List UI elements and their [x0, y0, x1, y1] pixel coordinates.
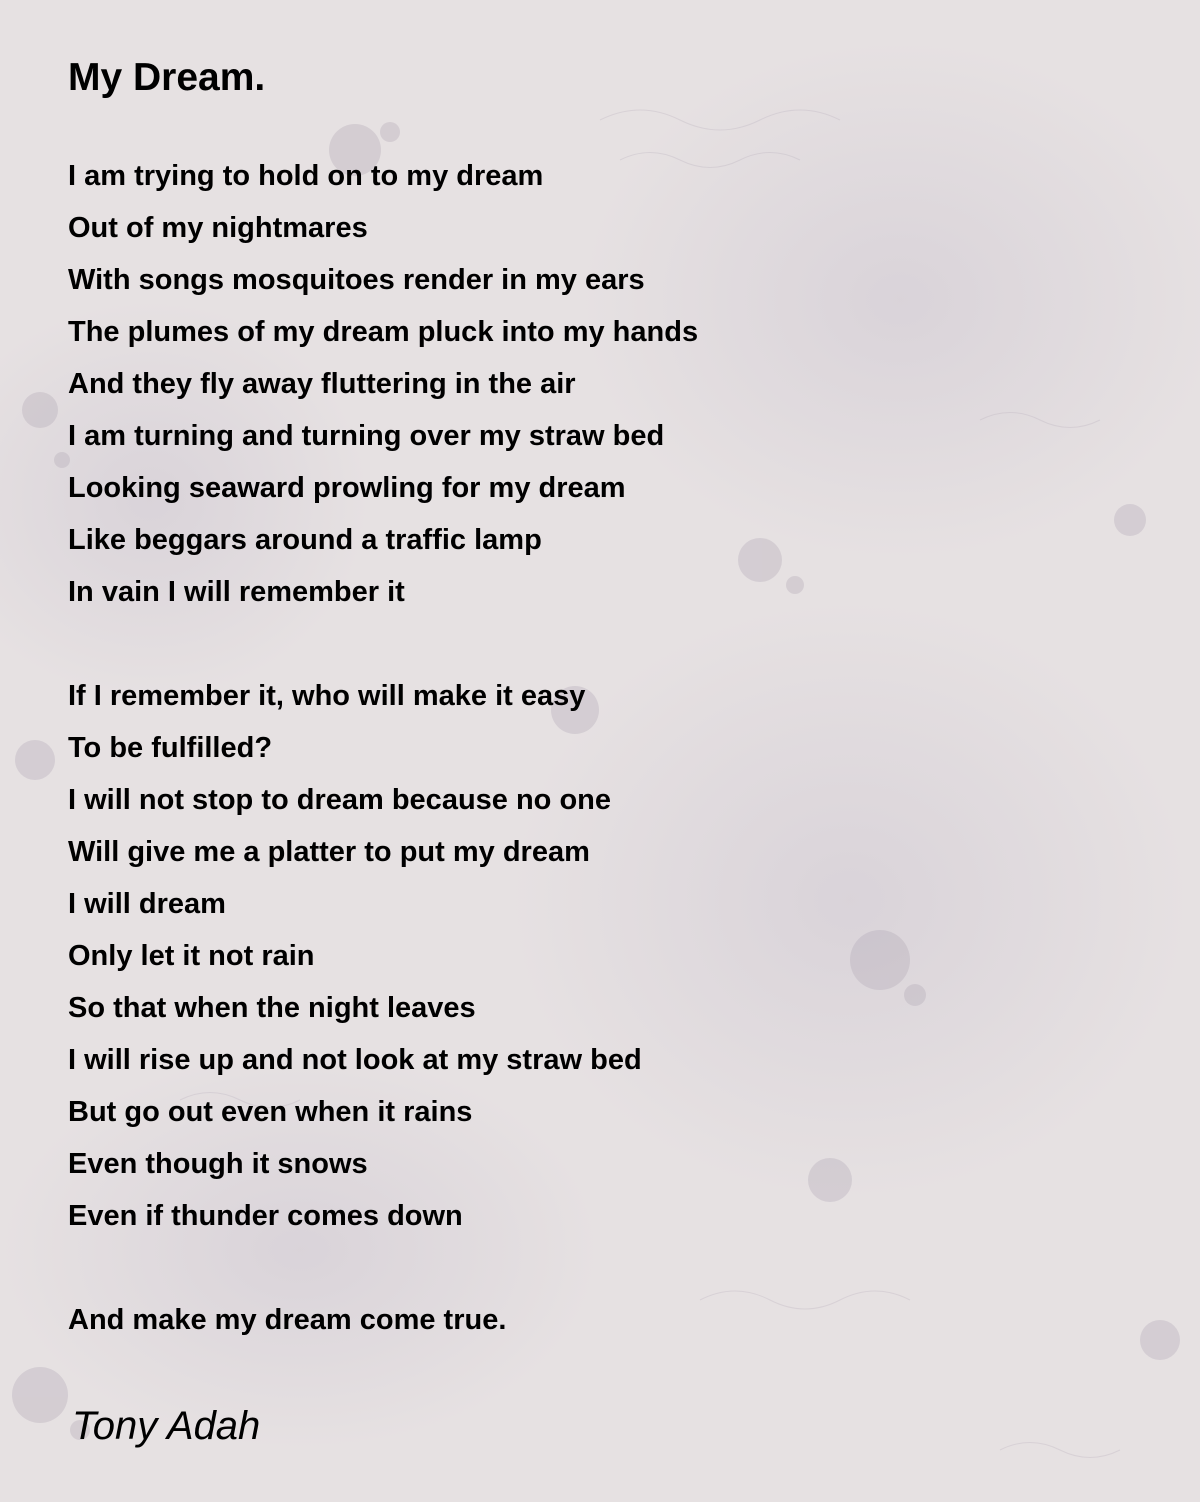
poem-line: I am trying to hold on to my dream [68, 160, 544, 192]
stanza-break [68, 618, 1148, 670]
poem-line: The plumes of my dream pluck into my hands [68, 316, 699, 348]
poem-line: But go out even when it rains [68, 1096, 473, 1128]
poem-body [68, 150, 1148, 1346]
poem-line: And make my dream come true. [68, 1304, 507, 1336]
poem-title: My Dream. [68, 56, 266, 99]
poem-line: And they fly away fluttering in the air [68, 368, 576, 400]
poem-line: I will dream [68, 888, 226, 920]
poem-line: Looking seaward prowling for my dream [68, 472, 626, 504]
poem-author: Tony Adah [72, 1404, 261, 1448]
poem-line: Only let it not rain [68, 940, 315, 972]
stanza-3 [68, 1294, 1148, 1346]
stanza-break [68, 1242, 1148, 1294]
poem-line: Will give me a platter to put my dream [68, 836, 590, 868]
poem-line: If I remember it, who will make it easy [68, 680, 586, 712]
poem-line: Out of my nightmares [68, 212, 368, 244]
poem-line: I will not stop to dream because no one [68, 784, 612, 816]
poem-line: Even though it snows [68, 1148, 368, 1180]
poem-line: Even if thunder comes down [68, 1200, 463, 1232]
poem-line: Like beggars around a traffic lamp [68, 524, 542, 556]
poem-line: With songs mosquitoes render in my ears [68, 264, 645, 296]
stanza-1 [68, 150, 1148, 618]
stanza-2 [68, 670, 1148, 1242]
poem-line: In vain I will remember it [68, 576, 405, 608]
poem-line: I will rise up and not look at my straw bed [68, 1044, 642, 1076]
poem-line: So that when the night leaves [68, 992, 476, 1024]
poem-line: I am turning and turning over my straw bed [68, 420, 665, 452]
poem-line: To be fulfilled? [68, 732, 273, 764]
